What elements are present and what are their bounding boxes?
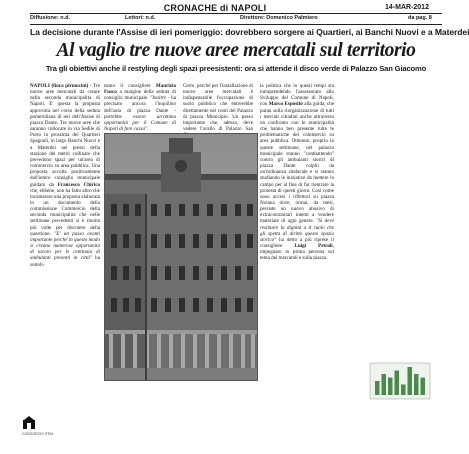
- thumbnail-bar: [414, 374, 419, 395]
- dateline: NAPOLI: [30, 83, 50, 89]
- article-column-3: [183, 83, 253, 133]
- palazzo-illustration: [105, 134, 257, 380]
- col1-text: - Tre nuove aree mercatali da creare nella seconda municipalità di Napoli. E' questa la proposta approvata nel corso della seduta pomeridiana di ieri dell'Assise di piazza Dante. Tre nuove aree che saranno collocate in via Sedile di Porto in prossima dei Quartieri Spagnoli, in largo Banchi Nuovi e a Materdei nei pressi della stazione del metrò collinare che prevedono spazi per un'area di commercio su area pubblica. Una proposta accolta positivamente dall'intero consiglio municipale guidato da: [30, 83, 100, 188]
- col2-text-2: a margine della seduta di consiglio municipale.: [104, 89, 176, 102]
- article-column-1: [30, 83, 100, 383]
- publisher-logo-text: CONSORZIO ITEM: [22, 432, 54, 436]
- col4-text-4: , impegnato in prima persona sul tema dei mercatali e sulla piazza.: [260, 243, 334, 262]
- quote-1: "E' un passo avanti importante perché in questo modo si creano numerose opportunità di lavoro per le centinaia di ambulanti presenti in città": [30, 230, 100, 262]
- meta-row: [30, 15, 442, 24]
- publisher-logo-icon: [22, 416, 36, 430]
- article-subhead: Tra gli obiettivi anche il restyling degli spazi preesistenti: ora si attende il disco verde di Palazzo San Giacomo: [45, 64, 427, 73]
- col2-text: neato il consigliere: [104, 83, 151, 89]
- thumbnail-bar: [408, 367, 413, 395]
- publication-date: 14-MAR-2012: [385, 4, 429, 11]
- name-chirico: Francesco Chirico: [57, 181, 100, 188]
- article-kicker: La decisione durante l'Assise di ieri pomeriggio: dovrebbero sorgere ai Quartieri, ai Banchi Nuovi e a Materdei: [30, 27, 469, 37]
- thumbnail-chart: [370, 363, 430, 399]
- lettori-label: Lettori: n.d.: [125, 15, 156, 21]
- col2-text-3: - ha precisato ancora l'inquilino dell'aula di piazza Dante -: [104, 95, 176, 114]
- diffusione-label: Diffusione: n.d.: [30, 15, 71, 21]
- col4-text-3: ha detto a più riprese il consigliere: [260, 236, 334, 250]
- thumbnail-bar: [388, 378, 393, 396]
- thumbnail-bar: [395, 371, 400, 396]
- newspaper-masthead: CRONACHE di NAPOLI: [163, 3, 267, 13]
- name-esposito: Marco Esposito: [268, 101, 303, 108]
- name-fusco: Maurizio Fusco: [104, 83, 176, 96]
- thumbnail-bar: [421, 378, 426, 396]
- name-petroli: Luigi Petrolì: [294, 243, 333, 250]
- thumbnail-bar: [375, 381, 380, 395]
- article-column-5: [338, 83, 410, 383]
- col3-text: Certo, perché per l'installazione di nuove aree mercatali è indispensabile l'occupazione di suolo pubblico che entrerebbe direttamente nei conti del Palazzo di piazza Municipio. Un passo importante che, adesso, deve vedere l'avallo di Palazzo San: [183, 83, 253, 133]
- col4-text: la politica che in questi tempi sta intraprendendo l'assessorato allo Sviluppo del Comune di Napoli, con: [260, 83, 334, 108]
- building-photo: [104, 133, 258, 381]
- publisher-logo: [22, 416, 36, 430]
- byline: (fiora pirmocini): [51, 83, 89, 89]
- thumbnail-bar: [401, 385, 406, 396]
- article-headline: Al vaglio tre nuove aree mercatali sul territorio: [56, 40, 416, 61]
- page-label: da pag. 8: [408, 15, 432, 21]
- article-column-2: [104, 83, 176, 133]
- quote-2: "Inoltre: [150, 95, 166, 102]
- quote-4: "Si deve restituire la dignità a il ruolo che gli spetta di diritto questo spazio storico": [260, 218, 334, 243]
- col1-text-2: che, ebbene, non ha fatto altro che incamerare una proposta elaborata in un documento della commissione Commercio della seconda municipalità che nelle settimane precedenti si è riunita più volte per discutere della questione.: [30, 187, 101, 237]
- col4-text-2: alla guida, che punta sulla riorganizzazione di tutti i mercati cittadini anche attraverso un confronto con le municipalità che hanno ben presente tutte le problematiche del commercio su area pubblica. Ottenuto, proprio in queste settimane, nel palazzo municipale stanno "combattendo" contro gli ambulanti storici di piazza Dante colpiti da un'ordinanza sindacale e si stanno studiando le iniziative da mettere in campo per al fine di far rientrare la protesta di questi giorni. Così come sono accesi i riflettori su piazza Nolana dove, ormai, da mesi, persiste un nuovo abusivo di extracomunitari intenti a vendere materiale di ogni genere.: [260, 101, 334, 225]
- direttore-label: Direttore: Domenico Palmiero: [240, 15, 318, 21]
- col1-text-3: ha sottoli-: [30, 255, 100, 268]
- thumbnail-chart-svg: [370, 363, 430, 399]
- header-rule-bottom: [30, 24, 442, 25]
- header-rule: [30, 13, 442, 14]
- article-column-4: [260, 83, 334, 383]
- quote-3: potrebbe essere un'ottima opportunità per il Comune di Napoli di fare cassa".: [104, 113, 176, 133]
- thumbnail-bar: [382, 374, 387, 395]
